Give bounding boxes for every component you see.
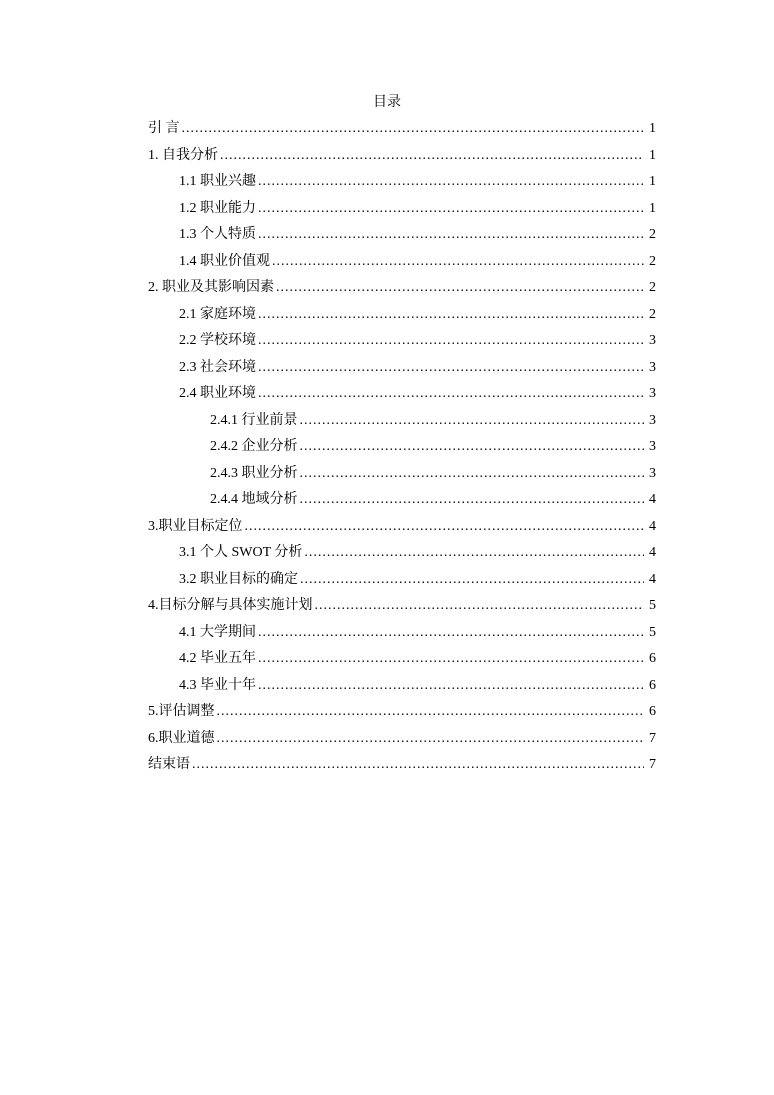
toc-entry-page: 4 xyxy=(649,545,656,560)
toc-leader xyxy=(276,278,644,298)
toc-entry-label: 1.1 职业兴趣 xyxy=(179,174,256,189)
toc-entry-page: 7 xyxy=(649,730,656,746)
toc-entry-page: 7 xyxy=(649,757,656,772)
toc-entry-label: 引 言 xyxy=(148,121,180,136)
toc-entry-page: 4 xyxy=(649,571,656,587)
toc-entry-label: 1.4 职业价值观 xyxy=(179,253,270,269)
toc-entry-label: 4.1 大学期间 xyxy=(179,624,256,640)
toc-entry-label: 3.职业目标定位 xyxy=(148,518,243,534)
toc-entry-label: 2.4.4 地域分析 xyxy=(210,492,298,507)
toc-leader xyxy=(258,623,644,643)
toc-entry-page: 1 xyxy=(649,147,656,163)
toc-leader xyxy=(217,702,645,722)
toc-entry xyxy=(148,278,656,305)
toc-entry-page: 3 xyxy=(649,386,656,401)
toc-entry xyxy=(148,172,656,199)
toc-entry xyxy=(148,411,656,438)
toc-entry xyxy=(148,305,656,332)
toc-entry xyxy=(148,676,656,703)
toc-leader xyxy=(258,649,644,669)
toc-entry-label: 4.目标分解与具体实施计划 xyxy=(148,598,313,613)
toc-entry xyxy=(148,490,656,517)
toc-leader xyxy=(258,199,644,219)
toc-entry-page: 1 xyxy=(649,174,656,189)
toc-entry xyxy=(148,702,656,729)
toc-entry xyxy=(148,464,656,491)
toc-entry xyxy=(148,729,656,756)
toc-entry xyxy=(148,119,656,146)
toc-entry xyxy=(148,358,656,385)
toc-leader xyxy=(300,570,644,590)
toc-entry-label: 1. 自我分析 xyxy=(148,147,218,163)
toc-entry xyxy=(148,146,656,173)
toc-leader xyxy=(217,729,645,749)
toc-leader xyxy=(315,596,645,616)
toc-leader xyxy=(300,490,645,510)
toc-leader xyxy=(182,119,645,139)
toc-entry-label: 2.4.1 行业前景 xyxy=(210,412,298,428)
toc-entry xyxy=(148,596,656,623)
toc-leader xyxy=(300,464,645,484)
toc-title: 目录 xyxy=(373,95,401,110)
toc-leader xyxy=(245,517,645,537)
toc-entry-page: 4 xyxy=(649,492,656,507)
toc-entry-label: 3.1 个人 SWOT 分析 xyxy=(179,545,303,560)
toc-entry xyxy=(148,543,656,570)
toc-leader xyxy=(258,331,644,351)
toc-entry xyxy=(148,331,656,358)
toc-entry xyxy=(148,199,656,226)
table-of-contents xyxy=(148,119,656,782)
toc-entry-page: 2 xyxy=(649,280,656,295)
toc-leader xyxy=(304,543,644,563)
toc-entry-label: 2.4.2 企业分析 xyxy=(210,439,298,454)
toc-entry-label: 5.评估调整 xyxy=(148,704,215,719)
toc-entry-page: 1 xyxy=(649,200,656,216)
toc-entry-page: 6 xyxy=(649,651,656,666)
toc-entry-label: 1.3 个人特质 xyxy=(179,227,256,242)
toc-entry-page: 6 xyxy=(649,677,656,693)
toc-entry-label: 4.2 毕业五年 xyxy=(179,651,256,666)
toc-entry-page: 3 xyxy=(649,333,656,348)
toc-entry-page: 2 xyxy=(649,227,656,242)
toc-leader xyxy=(258,225,644,245)
toc-entry xyxy=(148,649,656,676)
toc-leader xyxy=(258,384,644,404)
toc-leader xyxy=(258,676,644,696)
toc-entry-label: 2.4.3 职业分析 xyxy=(210,465,298,481)
toc-entry-label: 2.3 社会环境 xyxy=(179,359,256,375)
toc-entry xyxy=(148,252,656,279)
toc-entry xyxy=(148,570,656,597)
toc-entry-label: 2.2 学校环境 xyxy=(179,333,256,348)
toc-entry xyxy=(148,437,656,464)
toc-entry-label: 1.2 职业能力 xyxy=(179,200,256,216)
toc-entry xyxy=(148,384,656,411)
toc-leader xyxy=(220,146,644,166)
toc-entry-page: 3 xyxy=(649,465,656,481)
toc-entry-label: 2.1 家庭环境 xyxy=(179,306,256,322)
toc-leader xyxy=(258,305,644,325)
toc-entry xyxy=(148,755,656,782)
toc-entry-label: 3.2 职业目标的确定 xyxy=(179,571,298,587)
toc-entry-label: 2.4 职业环境 xyxy=(179,386,256,401)
toc-leader xyxy=(300,437,645,457)
toc-leader xyxy=(272,252,644,272)
toc-leader xyxy=(192,755,644,775)
toc-entry-label: 结束语 xyxy=(148,757,190,772)
toc-entry-page: 3 xyxy=(649,359,656,375)
toc-entry-label: 6.职业道德 xyxy=(148,730,215,746)
toc-leader xyxy=(300,411,645,431)
toc-entry-page: 5 xyxy=(649,624,656,640)
toc-entry-page: 2 xyxy=(649,306,656,322)
toc-entry-page: 1 xyxy=(649,121,656,136)
toc-entry xyxy=(148,517,656,544)
toc-entry-label: 2. 职业及其影响因素 xyxy=(148,280,274,295)
toc-entry-page: 2 xyxy=(649,253,656,269)
toc-entry-page: 5 xyxy=(649,598,656,613)
toc-leader xyxy=(258,172,644,192)
toc-entry-page: 3 xyxy=(649,412,656,428)
toc-leader xyxy=(258,358,644,378)
toc-entry xyxy=(148,623,656,650)
toc-entry-page: 3 xyxy=(649,439,656,454)
toc-entry xyxy=(148,225,656,252)
toc-entry-label: 4.3 毕业十年 xyxy=(179,677,256,693)
toc-entry-page: 6 xyxy=(649,704,656,719)
toc-entry-page: 4 xyxy=(649,518,656,534)
